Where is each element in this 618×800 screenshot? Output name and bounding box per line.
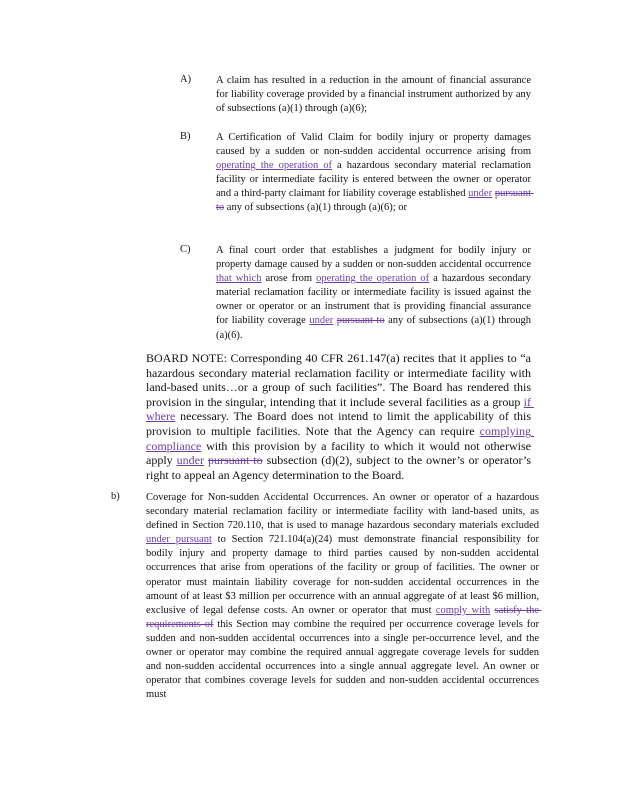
inserted-text: that which — [216, 273, 262, 285]
inserted-text: if where — [146, 394, 534, 424]
text-run: with this provision by a facility to which it would not otherwise apply — [146, 438, 534, 468]
text-run: A Certification of Valid Claim for bodily injury or property damages caused by a sudden or non-sudden accidental occurrence arising from — [216, 132, 534, 158]
item-c-label: C) — [180, 244, 191, 255]
inserted-text: under — [468, 188, 493, 200]
item-b-text — [216, 131, 534, 216]
text-run: to Section 721.104(a)(24) must demonstrate financial responsibility for bodily injury and property damage to third parties caused by non-sudden accidental occurrences that arise from operations of the facility or group of facilities. The owner or operator must maintain liability coverage for non-sudden accidental occurrences in the amount of at least $3 million per occurrence with an annual aggregate of at least $6 million, exclusive of legal defense costs. An owner or operator that must — [146, 534, 542, 616]
text-run: a hazardous secondary material reclamation facility or intermediate facility is issued against the owner or operator or an instrument that is providing financial assurance for liability coverage — [216, 273, 534, 327]
section-b-text — [146, 491, 542, 702]
deleted-text: pursuant to — [336, 315, 385, 327]
item-c-text — [216, 244, 534, 343]
text-run: Coverage for Non-sudden Accidental Occurrences. An owner or operator of a hazardous secondary material reclamation facility or intermediate facility with land-based units, as defined in Section 720.110, that is used to manage hazardous secondary materials excluded — [146, 492, 542, 532]
board-note — [146, 351, 534, 482]
text-run: arose from — [261, 273, 317, 285]
item-a-label: A) — [180, 74, 192, 85]
deleted-text: pursuant to — [216, 188, 534, 214]
inserted-text: comply with — [435, 604, 491, 616]
item-b-label: B) — [180, 131, 191, 142]
inserted-text: under pursuant — [146, 534, 212, 546]
deleted-text: satisfy the requirements of — [146, 604, 542, 630]
text-run: a hazardous secondary material reclamation facility or intermediate facility is entered between the owner or operator and a third-party claimant for liability coverage established — [216, 160, 534, 200]
text-run: A final court order that establishes a judgment for bodily injury or property damage caused by a sudden or non-sudden accidental occurrence — [216, 245, 534, 271]
text-run: this Section may combine the required per occurrence coverage levels for sudden and non-sudden accidental occurrences into a single per-occurrence level, and the owner or operator may combine the required annual aggregate coverage levels for sudden and non-sudden accidental occurrences into a single annual aggregate level. An owner or operator that combines coverage levels for sudden and non-sudden accidental occurrences must — [146, 618, 542, 701]
inserted-text: under — [176, 453, 204, 468]
text-run: A claim has resulted in a reduction in the amount of financial assurance for liability coverage provided by a financial instrument authorized by any of subsections (a)(1) through (a)(6); — [216, 75, 534, 115]
text-run: any of subsections (a)(1) through (a)(6). — [216, 315, 534, 341]
section-b-label: b) — [111, 491, 120, 502]
text-run: BOARD NOTE: Corresponding 40 CFR 261.147(a) recites that it applies to “a hazardous secondary material reclamation facility or intermediate facility with land-based units…or a group of such facilities”. The Board has rendered this provision in the singular, intending that it include several facilities as a group — [146, 351, 534, 409]
inserted-text: operating the operation of — [216, 160, 333, 172]
inserted-text: complying compliance — [146, 423, 534, 453]
text-run: subsection (d)(2), subject to the owner’s or operator’s right to appeal an Agency determination to the Board. — [146, 453, 534, 482]
text-run: necessary. The Board does not intend to limit the applicability of this provision to multiple facilities. Note that the Agency can require — [146, 409, 534, 438]
text-run: any of subsections (a)(1) through (a)(6); or — [224, 202, 407, 214]
item-a-text — [216, 74, 534, 116]
deleted-text: pursuant to — [207, 453, 263, 468]
inserted-text: under — [309, 315, 334, 327]
inserted-text: operating the operation of — [316, 273, 430, 285]
